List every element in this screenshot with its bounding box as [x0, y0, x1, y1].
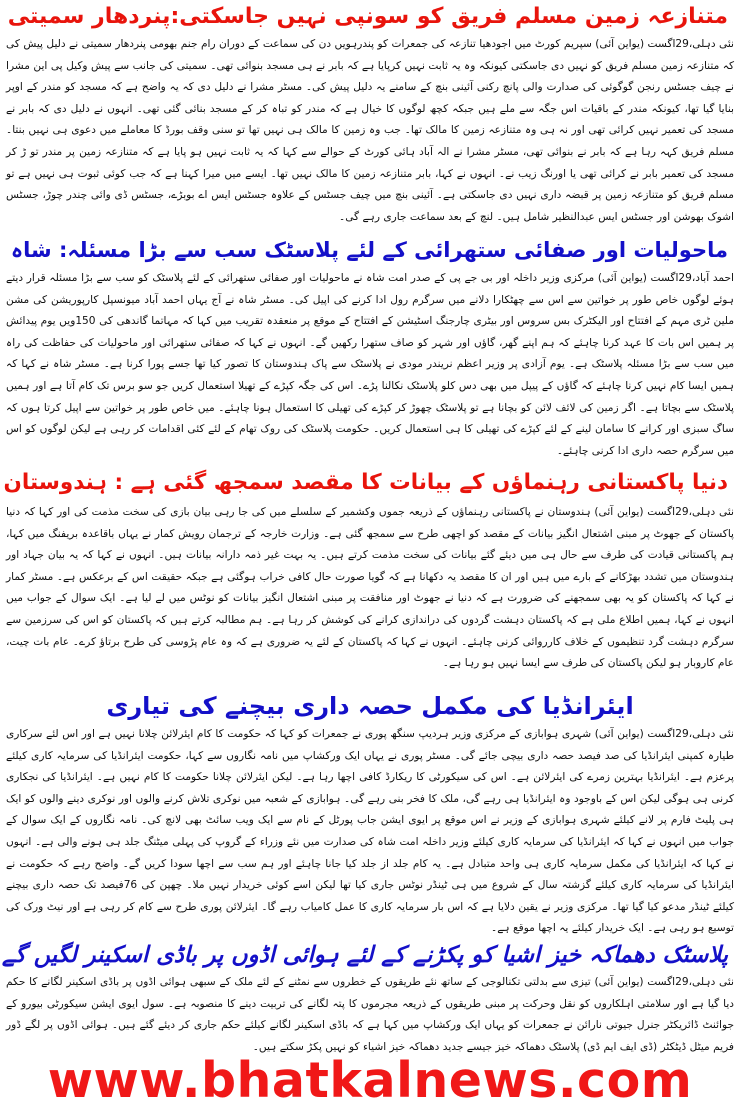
article-headline: ماحولیات اور صفائی ستھرائی کے لئے پلاسٹک سب سے بڑا مسئلہ: شاہ: [10, 238, 728, 262]
article-pakistan-statements: [0, 464, 740, 694]
article-plastic-shah: [0, 232, 740, 480]
article-body: نئی دہلی،29اگست (یواین آئی) ہندوستان نے پاکستانی رہنماؤں کے ذریعہ جموں وکشمیر کے سلسلے میں کی جا رہی بیان بازی کی سخت مذمت کی اور کہا کہ دنیا پاکستان کے جھوٹ پر مبنی اشتعال انگیز بیانات کے مقصد کو اچھی طرح سے سمجھ گئی ہے۔ وزارت خارجہ کے ترجمان رویش کمار نے یہاں باقاعدہ بریفنگ میں کہا، ہم پاکستانی قیادت کی طرف سے حال ہی میں دیئے گئے بیانات کی سخت مذمت کرتے ہیں۔ یہ بہت غیر ذمہ دارانہ بیانات ہیں۔ انہوں نے کہا کہ یہ بیان جہاد اور ہندوستان میں تشدد بھڑکانے کے بارے میں ہیں اور ان کا مقصد یہ دکھانا ہے کہ گویا صورت حال کافی خراب ہوگئی ہے جبکہ حقیقت اس کے برعکس ہے۔ مسٹر کمار نے کہا کہ پاکستان کو یہ بھی سمجھنے کی ضرورت ہے کہ دنیا نے جھوٹ اور منافقت پر مبنی اشتعال انگیز بیانات کو نوٹس میں لے لیا ہے۔ ایک سوال کے جواب میں انہوں نے کہا، ہمیں اطلاع ملی ہے کہ پاکستان دہشت گردوں کی دراندازی کرانے کی کوشش کر رہا ہے۔ ہم مطالبہ کرتے ہیں کہ پاکستان کو اس کی سرزمین سے سرگرم دہشت گرد تنظیموں کے خلاف کارروائی کرنی چاہئے۔ انہوں نے کہا کہ پاکستان کے لئے یہ ضروری ہے کہ وہ عام پڑوسی کی طرح برتاؤ کرے۔ عام بات چیت، عام کاروبار ہو لیکن پاکستان کی طرف سے ایسا نہیں ہو رہا ہے۔: [6, 506, 734, 670]
article-body: نئی دہلی،29اگست (یواین آئی) سپریم کورٹ میں اجودھیا تنازعہ کی جمعرات کو پندرہویں دن کی سماعت کے دوران رام جنم بھومی پنردھار سمیتی نے دلیل پیش کی کہ متنازعہ زمین مسلم فریق کو نہیں دی جاسکتی کیونکہ وہ یہ ثابت نہیں کرپایا ہے کہ بابر نے ہی مسجد بنوائی تھی۔ سمیتی کی جانب سے پیش وکیل پی این مشرا نے چیف جسٹس رنجن گوگوئی کی صدارت والی پانچ رکنی آئینی بنچ کے سامنے یہ دلیل پیش کی۔ مسٹر مشرا نے دلیل دی کہ یہ واضح ہے کہ مسجد کو مندر کے اوپر بنایا گیا تھا، کیونکہ مندر کے باقیات اس جگہ سے ملے ہیں جبکہ کچھ لوگوں کا خیال ہے کہ مندر کو تباہ کر کے مسجد بنائی گئی تھی۔ انہوں نے دلیل دی کہ بابر نے مسجد کی تعمیر نہیں کرائی تھی اور نہ ہی وہ متنازعہ زمین کا مالک تھا۔ جب وہ زمین کا مالک ہی نہیں تھا تو سنی وقف بورڈ کا معاملے میں دعوی ہی نہیں بنتا۔ مسلم فریق کہہ رہا ہے کہ بابر نے بنوائی تھی، مسٹر مشرا نے الہ آباد ہائی کورٹ کے حوالے سے کہا کہ یہ ثابت نہیں ہو پایا ہے کہ متنازعہ زمین پر مندر تو ڑ کر مسجد کی تعمیر بابر نے کرائی تھی یا اورنگ زیب نے۔ انہوں نے کہا، بابر متنازعہ زمین کا مالک نہیں تھا۔ ایسے میں میرا کہنا ہے کہ جب کوئی ثبوت ہی نہیں ہے تو مسلم فریق کو متنازعہ زمین پر قبضہ داری نہیں دی جاسکتی ہے۔ آئینی بنچ میں چیف جسٹس کے علاوہ جسٹس ایس اے بوبڑے، جسٹس ڈی وائی چندر چوڑ، جسٹس اشوک بھوشن اور جسٹس ایس عبدالنظیر شامل ہیں۔ لنچ کے بعد سماعت جاری رہے گی۔: [6, 38, 735, 223]
article-headline: دنیا پاکستانی رہنماؤں کے بیانات کا مقصد سمجھ گئی ہے : ہندوستان: [3, 470, 728, 495]
article-body: نئی دہلی،29اگست (یواین آئی) تیزی سے بدلتی تکنالوجی کے ساتھ نئے طریقوں کے خطروں سے نمٹنے کے لئے ملک کے سبھی ہوائی اڈوں پر باڈی اسکینر لگانے کا حکم دیا گیا ہے اور سلامتی اہلکاروں کو نقل وحرکت پر مبنی طریقوں کے ذریعہ مجرموں کا پتہ لگانے کی تربیت دینے کا منصوبہ ہے۔ سول ایوی ایشن سیکورٹی بیورو کے جوائنٹ ڈائریکٹر جنرل جیوتی نارائن نے جمعرات کو یہاں ایک ورکشاپ میں کہا ہے کہ باڈی اسکینر لگانے کیلئے حکم جاری کر دیئے گئے ہیں۔ ہوائی اڈوں پر لگے ڈور فریم میٹل ڈیٹکٹر (ڈی ایف ایم ڈی) پلاسٹک دھماکہ خیز جیسے جدید دھماکہ خیز اشیاء کو نہیں پکڑ سکتے ہیں۔: [6, 976, 734, 1053]
article-body: احمد آباد،29اگست (یواین آئی) مرکزی وزیر داخلہ اور بی جے پی کے صدر امت شاہ نے ماحولیات اور صفائی ستھرائی کے لئے پلاسٹک کو سب سے بڑا مسئلہ قرار دیتے ہوئے لوگوں خاص طور پر خواتین سے اس سے چھٹکارا دلانے میں سرگرم رول ادا کرنے کی اپیل کی۔ مسٹر شاہ نے آج یہاں احمد آباد میونسپل کارپوریشن کی مشن ملین ٹری مہم کے افتتاح اور الیکٹرک بس سروس اور بیٹری چارجنگ اسٹیشن کے افتتاح کے موقع پر منعقدہ تقریب میں کہا کہ مہاتما گاندھی کی 150ویں یوم پیدائش پر ہمیں اس بات کا عہد کرنا چاہئے کہ ہم اپنے گھر، گاؤں اور شہر کو صاف ستھرا رکھیں گے۔ انہوں نے کہا کہ صفائی ستھرائی اور ماحولیات کی حفاظت کی راہ میں سب سے بڑا مسئلہ پلاسٹک ہے۔ یوم آزادی پر وزیر اعظم نریندر مودی نے پلاسٹک سے پاک ہندوستان کا تصور کیا تھا جسے پورا کرنا ہے۔ مسٹر شاہ نے کہا کہ ہمیں ایسا کام نہیں کرنا چاہئے کہ گاؤں کے پیپل میں بھی دس کلو پلاسٹک نکالنا پڑے۔ اس کی جگہ کپڑے کے تھیلا استعمال کریں جو سو برس تک کام آتا ہے اور ہمیں پلاسٹک سے بچاتا ہے۔ اگر زمین کی لائف لائن کو بچانا ہے تو پلاسٹک چھوڑ کر کپڑے کی تھیلی کا استعمال ہونا چاہئے۔ میں خاص طور پر خواتین سے اپیل کرتا ہوں کہ ساگ سبزی اور کرانے کا سامان لینے کے لئے کپڑے کی تھیلی کا ہی استعمال کریں۔ حکومت پلاسٹک کی روک تھام کے لئے کئی اقدامات کر رہی ہے لیکن لوگوں کو اس میں سرگرم حصہ داری ادا کرنی چاہئے۔: [6, 272, 734, 457]
article-headline: پلاسٹک دھماکہ خیز اشیا کو پکڑنے کے لئے ہوائی اڈوں پر باڈی اسکینر لگیں گے: [1, 942, 728, 968]
article-body: نئی دہلی،29اگست (یواین آئی) شہری ہوابازی کے مرکزی وزیر ہردیپ سنگھ پوری نے جمعرات کو کہا کہ حکومت کا کام ایئرلائن چلانا نہیں ہے اور اس لئے سرکاری طیارہ کمپنی ایئرانڈیا کی صد فیصد حصہ داری بیچی جائے گی۔ مسٹر پوری نے یہاں ایک ورکشاپ میں نامہ نگاروں سے کہا، حکومت ایئرانڈیا کی سرمایہ کاری کیلئے پرعزم ہے۔ ایئرانڈیا بہترین زمرے کی ایئرلائن ہے۔ اس کی سیکورٹی کا ریکارڈ کافی اچھا رہا ہے۔ لیکن ایئرلائن چلانا حکومت کا کام نہیں ہے۔ ایئرانڈیا کی نجکاری کرنی ہی ہوگی لیکن اس کے باوجود وہ ایئرانڈیا ہی رہے گی، ملک کا فخر بنی رہے گی۔ ہوابازی کے شعبہ میں نوکری تلاش کرنے والوں اور نوکری دینے والوں کو ایک ہی پلیٹ فارم پر لانے کیلئے شہری ہوابازی کے وزیر نے اس موقع پر ایوی ایشن جاب پورٹل کے نام سے ایک ویب سائٹ بھی لانچ کی۔ نامہ نگاروں کے ایک سوال کے جواب میں انہوں نے کہا کہ ایئرانڈیا کی سرمایہ کاری کیلئے وزیر داخلہ امت شاہ کی صدارت میں نئے وزراء کے گروپ کی پہلی میٹنگ جلد ہی ہونے والی ہے۔ انہوں نے کہا کہ ایئرانڈیا کی مکمل سرمایہ کاری ہی واحد متبادل ہے۔ یہ کام جلد از جلد کیا جانا چاہئے اور ہم سب سے اچھا سودا کریں گے۔ واضح رہے کہ حکومت نے ایئرانڈیا کی سرمایہ کاری کیلئے گزشتہ سال کے شروع میں ہی ٹینڈر نوٹس جاری کیا تھا لیکن اسے کوئی خریدار نہیں ملا۔ چھپن کی 76فیصد تک حصہ داری بیچنے کیلئے ٹینڈر مدعو کیا گیا تھا۔ مرکزی وزیر نے یقین دلایا ہے کہ اس بار سرمایہ کاری کا عمل کامیاب رہے گا۔ ایئرلائن پوری طرح سے کام کر رہی ہے اور نیٹ ورک کی توسیع ہو رہی ہے۔ ایک خریدار کیلئے یہ اچھا موقع ہے۔: [6, 728, 734, 935]
site-url-banner: www.bhatkalnews.com: [47, 1052, 693, 1109]
article-headline: ایئرانڈیا کی مکمل حصہ داری بیچنے کی تیاری: [106, 692, 634, 720]
article-headline: متنازعہ زمین مسلم فریق کو سونپی نہیں جاسکتی:پنردھار سمیتی: [7, 4, 728, 29]
article-air-india: [0, 688, 740, 944]
article-ayodhya: [0, 0, 740, 230]
